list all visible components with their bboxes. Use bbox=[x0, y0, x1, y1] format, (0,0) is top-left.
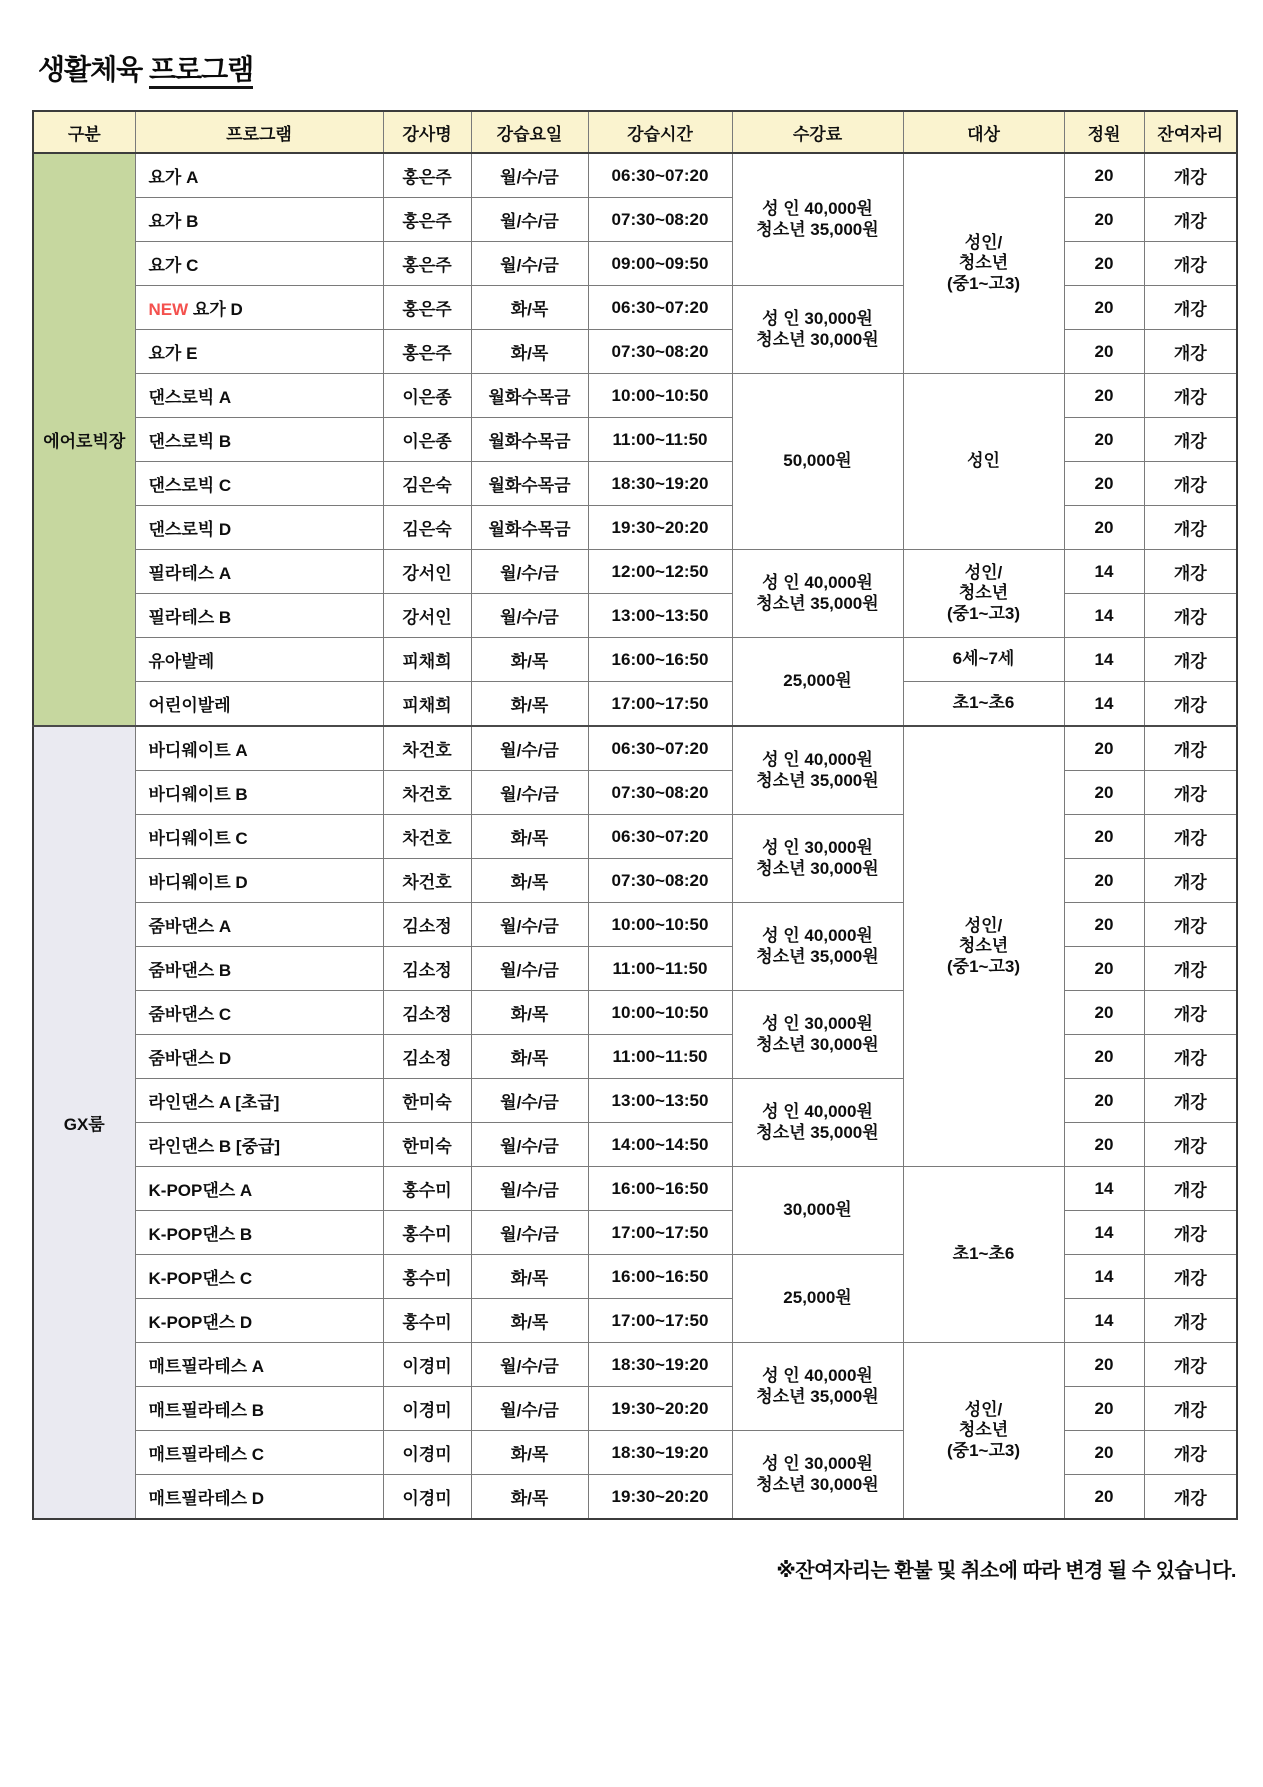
cell-instructor: 김은숙 bbox=[383, 506, 471, 550]
cell-program: 줌바댄스 D bbox=[135, 1035, 383, 1079]
cell-fee bbox=[732, 374, 903, 550]
cell-instructor: 홍수미 bbox=[383, 1167, 471, 1211]
cell-instructor: 차건호 bbox=[383, 771, 471, 815]
fee-line: 성 인 40,000원 bbox=[762, 573, 873, 593]
cell-days: 화/목 bbox=[471, 859, 588, 903]
table-row bbox=[33, 153, 1237, 198]
cell-days: 화/목 bbox=[471, 638, 588, 682]
cell-target bbox=[903, 550, 1064, 638]
fee-line: 청소년 35,000원 bbox=[756, 946, 879, 966]
cell-program: K-POP댄스 C bbox=[135, 1255, 383, 1299]
cell-days: 월화수목금 bbox=[471, 418, 588, 462]
cell-fee bbox=[732, 638, 903, 727]
cell-days: 월/수/금 bbox=[471, 1123, 588, 1167]
fee-line: 성 인 30,000원 bbox=[762, 1454, 873, 1474]
cell-program: 요가 B bbox=[135, 198, 383, 242]
fee-line: 청소년 35,000원 bbox=[756, 770, 879, 790]
cell-instructor: 한미숙 bbox=[383, 1079, 471, 1123]
header-cell-7: 정원 bbox=[1064, 111, 1144, 153]
header-cell-4: 강습시간 bbox=[588, 111, 732, 153]
cell-time: 13:00~13:50 bbox=[588, 594, 732, 638]
cell-status: 개강 bbox=[1144, 242, 1237, 286]
fee-line: 성 인 40,000원 bbox=[762, 1102, 873, 1122]
fee-line: 성 인 40,000원 bbox=[762, 1366, 873, 1386]
fee-line: 청소년 30,000원 bbox=[756, 329, 879, 349]
cell-time: 10:00~10:50 bbox=[588, 374, 732, 418]
cell-capacity: 14 bbox=[1064, 594, 1144, 638]
cell-capacity: 20 bbox=[1064, 859, 1144, 903]
cell-program: K-POP댄스 B bbox=[135, 1211, 383, 1255]
cell-fee bbox=[732, 1343, 903, 1431]
cell-program: 바디웨이트 D bbox=[135, 859, 383, 903]
cell-days: 화/목 bbox=[471, 1475, 588, 1520]
cell-time: 10:00~10:50 bbox=[588, 903, 732, 947]
table-row bbox=[33, 550, 1237, 594]
cell-target bbox=[903, 638, 1064, 682]
cell-program: 댄스로빅 C bbox=[135, 462, 383, 506]
cell-capacity: 20 bbox=[1064, 330, 1144, 374]
cell-days: 화/목 bbox=[471, 991, 588, 1035]
cell-instructor: 김소정 bbox=[383, 991, 471, 1035]
cell-instructor: 김소정 bbox=[383, 947, 471, 991]
cell-program: 요가 E bbox=[135, 330, 383, 374]
cell-time: 11:00~11:50 bbox=[588, 1035, 732, 1079]
cell-status: 개강 bbox=[1144, 1211, 1237, 1255]
cell-time: 07:30~08:20 bbox=[588, 771, 732, 815]
cell-instructor: 차건호 bbox=[383, 815, 471, 859]
cell-instructor: 홍은주 bbox=[383, 198, 471, 242]
cell-capacity: 14 bbox=[1064, 550, 1144, 594]
target-line: (중1~고3) bbox=[946, 603, 1020, 623]
cell-program: 라인댄스 B [중급] bbox=[135, 1123, 383, 1167]
cell-status: 개강 bbox=[1144, 374, 1237, 418]
target-line: 성인/ bbox=[964, 1400, 1003, 1420]
cell-days: 월/수/금 bbox=[471, 550, 588, 594]
cell-program: 줌바댄스 B bbox=[135, 947, 383, 991]
cell-status: 개강 bbox=[1144, 1475, 1237, 1520]
cell-status: 개강 bbox=[1144, 594, 1237, 638]
cell-capacity: 20 bbox=[1064, 198, 1144, 242]
cell-time: 13:00~13:50 bbox=[588, 1079, 732, 1123]
fee-line: 30,000원 bbox=[783, 1200, 852, 1220]
cell-status: 개강 bbox=[1144, 1299, 1237, 1343]
cell-fee bbox=[732, 903, 903, 991]
cell-status: 개강 bbox=[1144, 771, 1237, 815]
cell-status: 개강 bbox=[1144, 153, 1237, 198]
cell-days: 월/수/금 bbox=[471, 594, 588, 638]
table-row bbox=[33, 726, 1237, 771]
cell-time: 17:00~17:50 bbox=[588, 682, 732, 727]
header-cell-2: 강사명 bbox=[383, 111, 471, 153]
cell-program: 바디웨이트 C bbox=[135, 815, 383, 859]
fee-line: 청소년 35,000원 bbox=[756, 593, 879, 613]
target-line: 초1~초6 bbox=[952, 1244, 1015, 1264]
cell-instructor: 한미숙 bbox=[383, 1123, 471, 1167]
cell-time: 10:00~10:50 bbox=[588, 991, 732, 1035]
cell-days: 월/수/금 bbox=[471, 771, 588, 815]
cell-days: 월/수/금 bbox=[471, 1079, 588, 1123]
cell-program: 댄스로빅 D bbox=[135, 506, 383, 550]
cell-capacity: 14 bbox=[1064, 1211, 1144, 1255]
cell-capacity: 20 bbox=[1064, 462, 1144, 506]
cell-fee bbox=[732, 550, 903, 638]
cell-instructor: 이경미 bbox=[383, 1387, 471, 1431]
cell-instructor: 홍은주 bbox=[383, 330, 471, 374]
table-row bbox=[33, 1343, 1237, 1387]
fee-line: 성 인 40,000원 bbox=[762, 750, 873, 770]
fee-line: 청소년 30,000원 bbox=[756, 1034, 879, 1054]
cell-instructor: 홍수미 bbox=[383, 1255, 471, 1299]
cell-days: 월화수목금 bbox=[471, 462, 588, 506]
cell-instructor: 홍수미 bbox=[383, 1299, 471, 1343]
fee-line: 청소년 35,000원 bbox=[756, 1386, 879, 1406]
table-head-row bbox=[33, 111, 1237, 153]
cell-status: 개강 bbox=[1144, 462, 1237, 506]
cell-fee bbox=[732, 1431, 903, 1520]
cell-status: 개강 bbox=[1144, 1123, 1237, 1167]
fee-line: 성 인 30,000원 bbox=[762, 309, 873, 329]
cell-time: 06:30~07:20 bbox=[588, 286, 732, 330]
target-line: 성인/ bbox=[964, 916, 1003, 936]
cell-instructor: 이은종 bbox=[383, 418, 471, 462]
cell-time: 17:00~17:50 bbox=[588, 1299, 732, 1343]
header-cell-3: 강습요일 bbox=[471, 111, 588, 153]
cell-days: 월/수/금 bbox=[471, 903, 588, 947]
target-line: (중1~고3) bbox=[946, 1440, 1020, 1460]
cell-capacity: 20 bbox=[1064, 1343, 1144, 1387]
cell-days: 월/수/금 bbox=[471, 198, 588, 242]
cell-program: 매트필라테스 A bbox=[135, 1343, 383, 1387]
cell-capacity: 20 bbox=[1064, 286, 1144, 330]
cell-target bbox=[903, 1343, 1064, 1520]
target-line: 성인/ bbox=[964, 563, 1003, 583]
new-badge: NEW bbox=[148, 300, 193, 319]
cell-capacity: 20 bbox=[1064, 947, 1144, 991]
cell-capacity: 20 bbox=[1064, 506, 1144, 550]
cell-program: NEW 요가 D bbox=[135, 286, 383, 330]
cell-program: 댄스로빅 B bbox=[135, 418, 383, 462]
cell-status: 개강 bbox=[1144, 1035, 1237, 1079]
cell-program: K-POP댄스 D bbox=[135, 1299, 383, 1343]
cell-fee bbox=[732, 1079, 903, 1167]
target-line: (중1~고3) bbox=[946, 273, 1020, 293]
cell-capacity: 14 bbox=[1064, 1167, 1144, 1211]
cell-instructor: 이경미 bbox=[383, 1343, 471, 1387]
cell-fee bbox=[732, 153, 903, 286]
cell-instructor: 김은숙 bbox=[383, 462, 471, 506]
cell-program: 줌바댄스 A bbox=[135, 903, 383, 947]
cell-days: 월/수/금 bbox=[471, 242, 588, 286]
cell-days: 화/목 bbox=[471, 815, 588, 859]
cell-time: 19:30~20:20 bbox=[588, 1387, 732, 1431]
fee-line: 성 인 40,000원 bbox=[762, 199, 873, 219]
cell-time: 06:30~07:20 bbox=[588, 726, 732, 771]
cell-target bbox=[903, 682, 1064, 727]
cell-status: 개강 bbox=[1144, 198, 1237, 242]
cell-time: 19:30~20:20 bbox=[588, 506, 732, 550]
cell-days: 화/목 bbox=[471, 286, 588, 330]
cell-instructor: 홍은주 bbox=[383, 153, 471, 198]
cell-capacity: 20 bbox=[1064, 418, 1144, 462]
cell-fee bbox=[732, 1167, 903, 1255]
fee-line: 25,000원 bbox=[783, 1288, 852, 1308]
cell-program: 라인댄스 A [초급] bbox=[135, 1079, 383, 1123]
cell-status: 개강 bbox=[1144, 418, 1237, 462]
cell-days: 월/수/금 bbox=[471, 1167, 588, 1211]
cell-capacity: 20 bbox=[1064, 374, 1144, 418]
cell-capacity: 20 bbox=[1064, 1123, 1144, 1167]
cell-instructor: 차건호 bbox=[383, 726, 471, 771]
cell-capacity: 20 bbox=[1064, 1431, 1144, 1475]
cell-status: 개강 bbox=[1144, 947, 1237, 991]
cell-target bbox=[903, 1167, 1064, 1343]
target-line: 청소년 bbox=[958, 583, 1009, 603]
cell-fee bbox=[732, 286, 903, 374]
cell-time: 11:00~11:50 bbox=[588, 947, 732, 991]
cell-program: 필라테스 B bbox=[135, 594, 383, 638]
cell-status: 개강 bbox=[1144, 638, 1237, 682]
cell-program: 요가 C bbox=[135, 242, 383, 286]
cell-time: 16:00~16:50 bbox=[588, 1167, 732, 1211]
cell-instructor: 홍은주 bbox=[383, 286, 471, 330]
cell-program: K-POP댄스 A bbox=[135, 1167, 383, 1211]
cell-days: 화/목 bbox=[471, 330, 588, 374]
header-cell-6: 대상 bbox=[903, 111, 1064, 153]
cell-target bbox=[903, 726, 1064, 1167]
cell-capacity: 20 bbox=[1064, 1387, 1144, 1431]
cell-capacity: 20 bbox=[1064, 903, 1144, 947]
section-label-cell: 에어로빅장 bbox=[33, 153, 135, 726]
cell-time: 16:00~16:50 bbox=[588, 1255, 732, 1299]
cell-status: 개강 bbox=[1144, 1387, 1237, 1431]
cell-capacity: 14 bbox=[1064, 638, 1144, 682]
fee-line: 성 인 30,000원 bbox=[762, 838, 873, 858]
cell-status: 개강 bbox=[1144, 991, 1237, 1035]
cell-days: 화/목 bbox=[471, 1431, 588, 1475]
cell-days: 월/수/금 bbox=[471, 1387, 588, 1431]
cell-fee bbox=[732, 726, 903, 815]
cell-capacity: 20 bbox=[1064, 153, 1144, 198]
cell-time: 06:30~07:20 bbox=[588, 815, 732, 859]
cell-days: 월/수/금 bbox=[471, 726, 588, 771]
cell-days: 월/수/금 bbox=[471, 947, 588, 991]
cell-instructor: 피채희 bbox=[383, 682, 471, 727]
cell-program: 요가 A bbox=[135, 153, 383, 198]
page-title-prefix: 생활체육 bbox=[38, 54, 149, 85]
cell-program: 바디웨이트 B bbox=[135, 771, 383, 815]
cell-status: 개강 bbox=[1144, 1343, 1237, 1387]
cell-status: 개강 bbox=[1144, 815, 1237, 859]
cell-instructor: 강서인 bbox=[383, 594, 471, 638]
target-line: 성인/ bbox=[964, 233, 1003, 253]
target-line: (중1~고3) bbox=[946, 956, 1020, 976]
fee-line: 청소년 30,000원 bbox=[756, 1474, 879, 1494]
cell-status: 개강 bbox=[1144, 682, 1237, 727]
cell-instructor: 김소정 bbox=[383, 1035, 471, 1079]
cell-time: 07:30~08:20 bbox=[588, 330, 732, 374]
table-row bbox=[33, 374, 1237, 418]
cell-status: 개강 bbox=[1144, 1079, 1237, 1123]
cell-status: 개강 bbox=[1144, 726, 1237, 771]
cell-program: 매트필라테스 D bbox=[135, 1475, 383, 1520]
fee-line: 성 인 30,000원 bbox=[762, 1014, 873, 1034]
cell-instructor: 홍은주 bbox=[383, 242, 471, 286]
cell-days: 월/수/금 bbox=[471, 1211, 588, 1255]
fee-line: 50,000원 bbox=[783, 451, 852, 471]
target-line: 성인 bbox=[967, 451, 1000, 471]
target-line: 청소년 bbox=[958, 1420, 1009, 1440]
cell-time: 12:00~12:50 bbox=[588, 550, 732, 594]
target-line: 초1~초6 bbox=[952, 693, 1015, 713]
fee-line: 청소년 30,000원 bbox=[756, 858, 879, 878]
cell-instructor: 김소정 bbox=[383, 903, 471, 947]
cell-capacity: 14 bbox=[1064, 1255, 1144, 1299]
header-cell-8: 잔여자리 bbox=[1144, 111, 1237, 153]
table-row bbox=[33, 638, 1237, 682]
cell-capacity: 20 bbox=[1064, 771, 1144, 815]
target-line: 청소년 bbox=[958, 253, 1009, 273]
cell-fee bbox=[732, 991, 903, 1079]
cell-program: 바디웨이트 A bbox=[135, 726, 383, 771]
cell-time: 06:30~07:20 bbox=[588, 153, 732, 198]
cell-status: 개강 bbox=[1144, 1431, 1237, 1475]
cell-instructor: 이경미 bbox=[383, 1475, 471, 1520]
cell-capacity: 14 bbox=[1064, 1299, 1144, 1343]
cell-instructor: 피채희 bbox=[383, 638, 471, 682]
cell-program: 필라테스 A bbox=[135, 550, 383, 594]
header-cell-1: 프로그램 bbox=[135, 111, 383, 153]
cell-capacity: 20 bbox=[1064, 242, 1144, 286]
cell-time: 19:30~20:20 bbox=[588, 1475, 732, 1520]
cell-capacity: 14 bbox=[1064, 682, 1144, 727]
cell-status: 개강 bbox=[1144, 506, 1237, 550]
cell-days: 월화수목금 bbox=[471, 374, 588, 418]
cell-status: 개강 bbox=[1144, 330, 1237, 374]
cell-time: 17:00~17:50 bbox=[588, 1211, 732, 1255]
header-cell-5: 수강료 bbox=[732, 111, 903, 153]
cell-capacity: 20 bbox=[1064, 815, 1144, 859]
cell-days: 화/목 bbox=[471, 682, 588, 727]
table-row bbox=[33, 1167, 1237, 1211]
cell-time: 14:00~14:50 bbox=[588, 1123, 732, 1167]
cell-days: 화/목 bbox=[471, 1299, 588, 1343]
cell-capacity: 20 bbox=[1064, 1079, 1144, 1123]
cell-status: 개강 bbox=[1144, 903, 1237, 947]
cell-days: 월/수/금 bbox=[471, 153, 588, 198]
cell-time: 11:00~11:50 bbox=[588, 418, 732, 462]
cell-instructor: 강서인 bbox=[383, 550, 471, 594]
header-cell-0: 구분 bbox=[33, 111, 135, 153]
cell-status: 개강 bbox=[1144, 1255, 1237, 1299]
cell-capacity: 20 bbox=[1064, 991, 1144, 1035]
cell-days: 월/수/금 bbox=[471, 1343, 588, 1387]
cell-instructor: 차건호 bbox=[383, 859, 471, 903]
cell-time: 18:30~19:20 bbox=[588, 1431, 732, 1475]
cell-time: 07:30~08:20 bbox=[588, 198, 732, 242]
target-line: 6세~7세 bbox=[952, 649, 1015, 669]
cell-program: 유아발레 bbox=[135, 638, 383, 682]
cell-time: 18:30~19:20 bbox=[588, 1343, 732, 1387]
cell-program: 줌바댄스 C bbox=[135, 991, 383, 1035]
program-schedule-table bbox=[32, 110, 1238, 1520]
cell-instructor: 홍수미 bbox=[383, 1211, 471, 1255]
cell-program: 어린이발레 bbox=[135, 682, 383, 727]
cell-time: 09:00~09:50 bbox=[588, 242, 732, 286]
cell-days: 화/목 bbox=[471, 1255, 588, 1299]
cell-capacity: 20 bbox=[1064, 1035, 1144, 1079]
cell-instructor: 이경미 bbox=[383, 1431, 471, 1475]
cell-status: 개강 bbox=[1144, 1167, 1237, 1211]
target-line: 청소년 bbox=[958, 936, 1009, 956]
fee-line: 25,000원 bbox=[783, 671, 852, 691]
table-row bbox=[33, 682, 1237, 727]
cell-program: 매트필라테스 C bbox=[135, 1431, 383, 1475]
cell-program: 매트필라테스 B bbox=[135, 1387, 383, 1431]
cell-days: 화/목 bbox=[471, 1035, 588, 1079]
section-label-cell: GX룸 bbox=[33, 726, 135, 1519]
cell-program: 댄스로빅 A bbox=[135, 374, 383, 418]
cell-target bbox=[903, 374, 1064, 550]
cell-capacity: 20 bbox=[1064, 726, 1144, 771]
cell-status: 개강 bbox=[1144, 550, 1237, 594]
cell-time: 07:30~08:20 bbox=[588, 859, 732, 903]
cell-status: 개강 bbox=[1144, 859, 1237, 903]
fee-line: 성 인 40,000원 bbox=[762, 926, 873, 946]
page-title bbox=[38, 48, 1263, 88]
cell-capacity: 20 bbox=[1064, 1475, 1144, 1520]
cell-instructor: 이은종 bbox=[383, 374, 471, 418]
footnote: ※잔여자리는 환불 및 취소에 따라 변경 될 수 있습니다. bbox=[776, 1560, 1236, 1582]
cell-fee bbox=[732, 1255, 903, 1343]
cell-time: 16:00~16:50 bbox=[588, 638, 732, 682]
fee-line: 청소년 35,000원 bbox=[756, 219, 879, 239]
table-body bbox=[33, 153, 1237, 1519]
cell-target bbox=[903, 153, 1064, 374]
cell-days: 월화수목금 bbox=[471, 506, 588, 550]
fee-line: 청소년 35,000원 bbox=[756, 1122, 879, 1142]
cell-status: 개강 bbox=[1144, 286, 1237, 330]
cell-time: 18:30~19:20 bbox=[588, 462, 732, 506]
cell-fee bbox=[732, 815, 903, 903]
page-title-underlined: 프로그램 bbox=[149, 54, 253, 89]
